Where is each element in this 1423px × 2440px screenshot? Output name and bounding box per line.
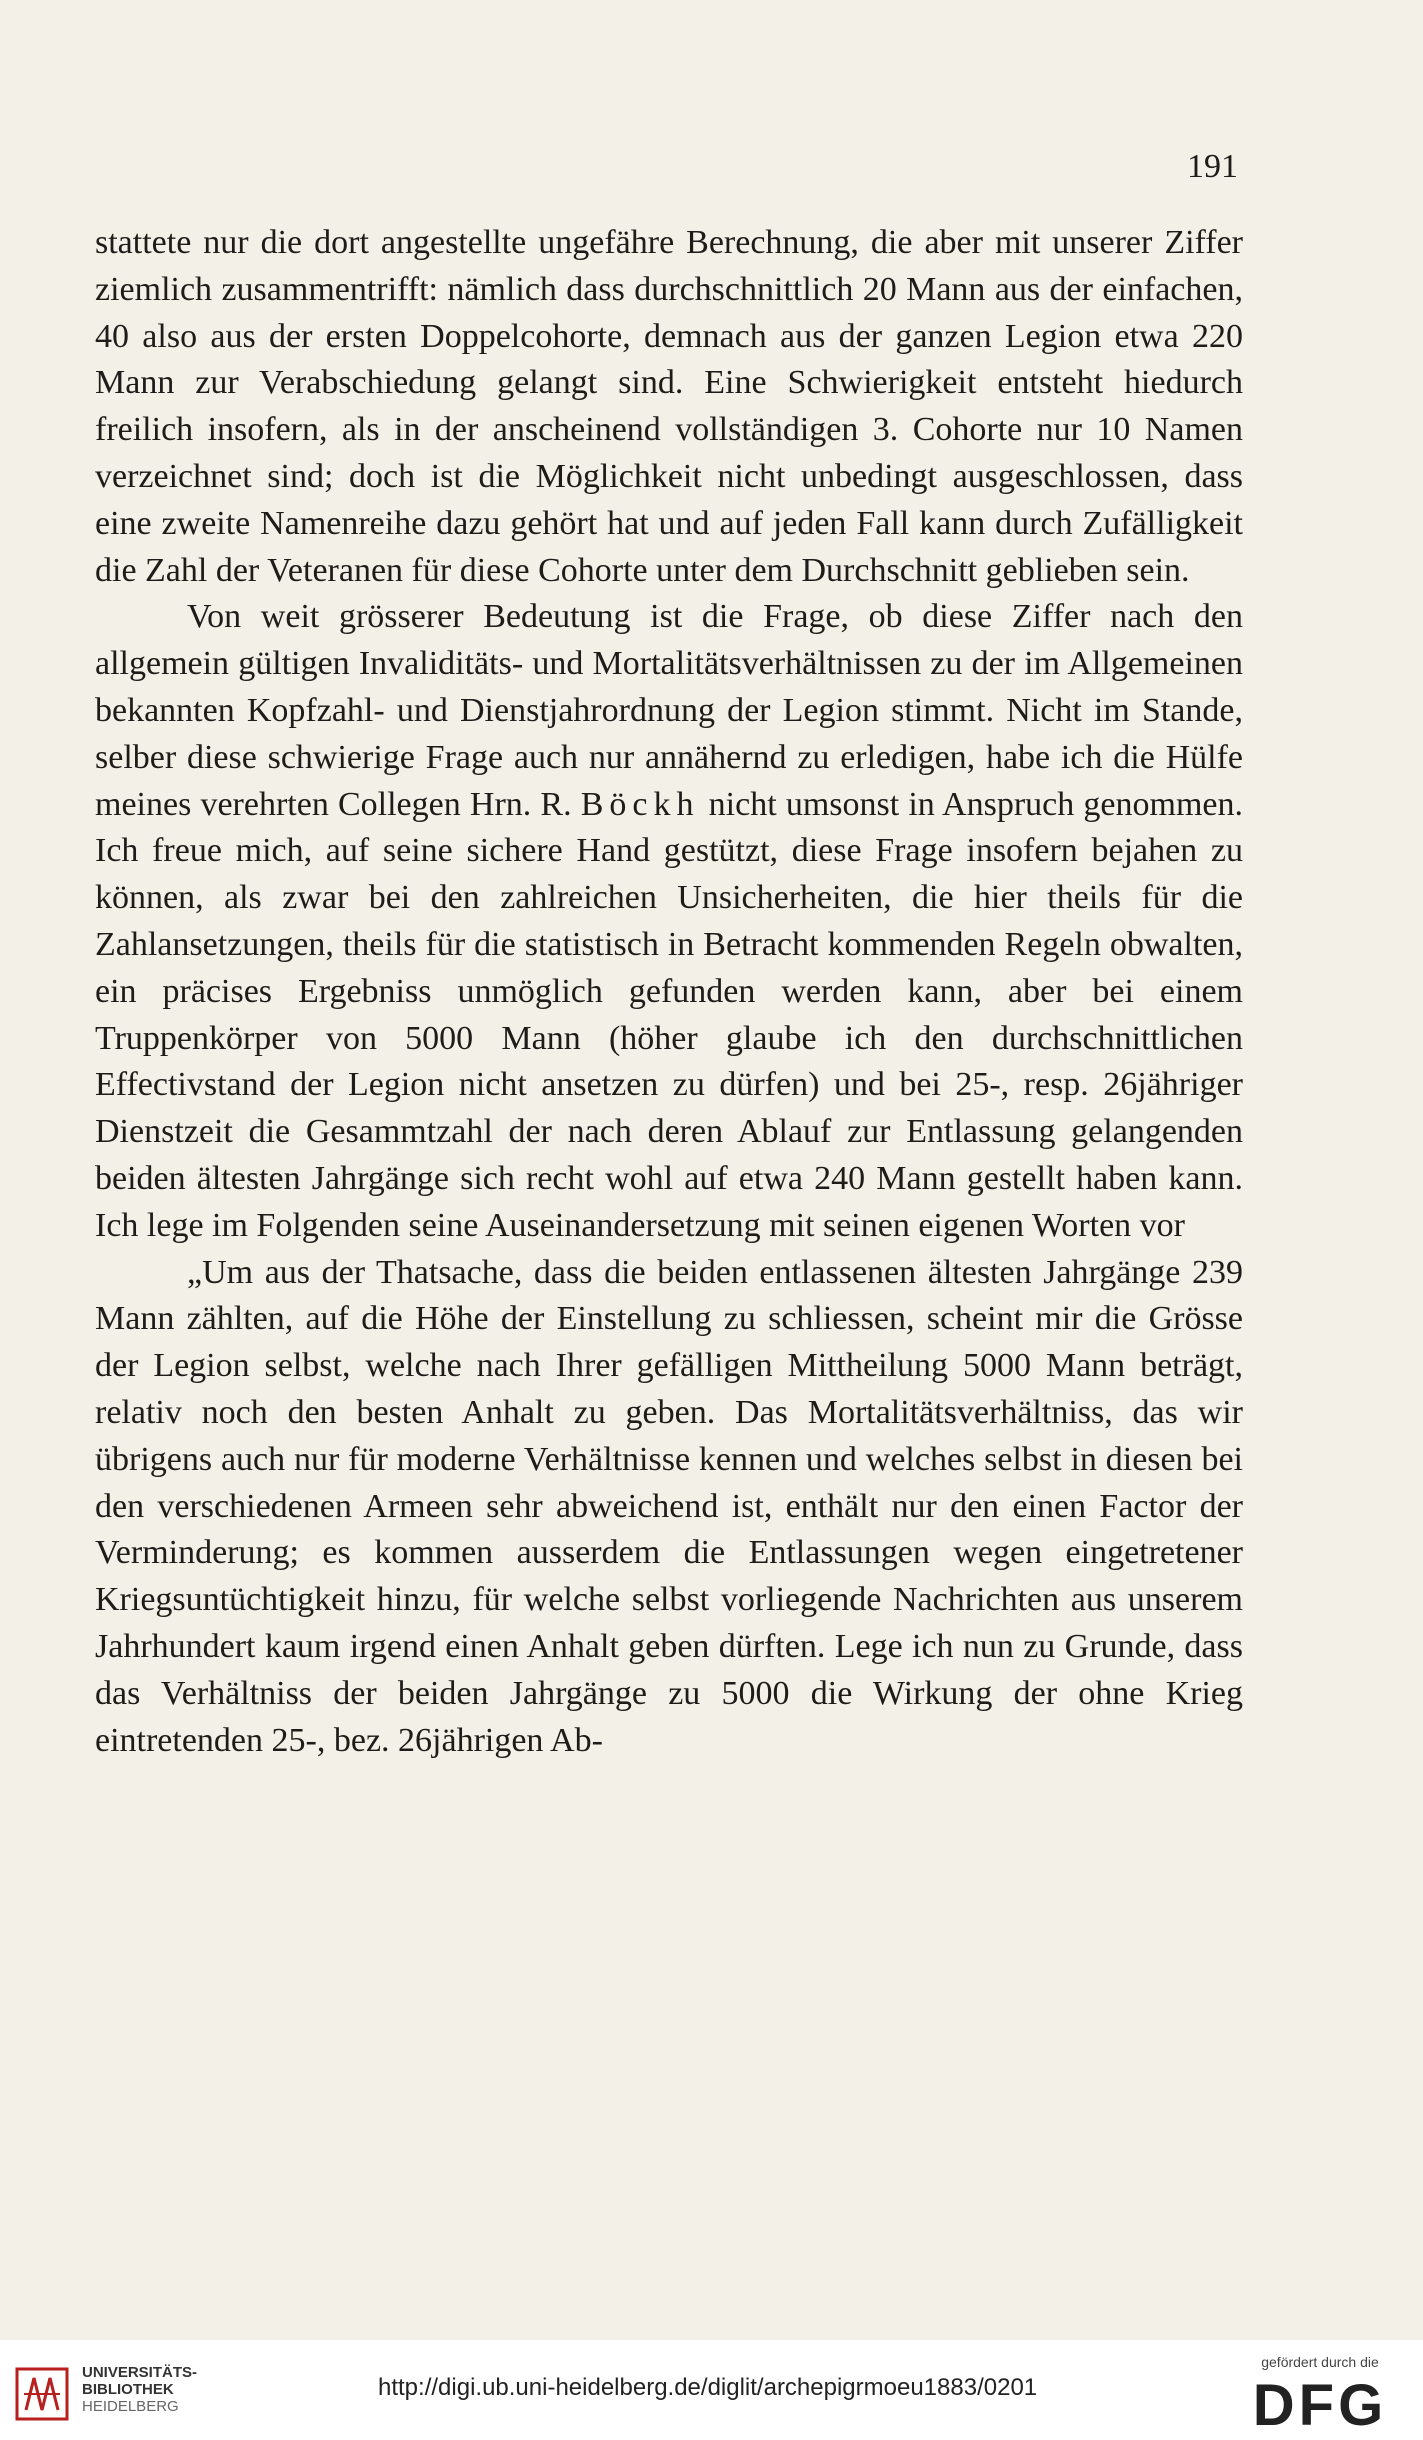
paragraph-2-part-2: nicht umsonst in Anspruch genommen. Ich freue mich, auf seine sichere Hand gestützt, diese Frage insofern bejahen zu können, als zwar bei den zahlreichen Unsicherheiten, die hier theils für die Zahlansetzungen, theils für die statistisch in Betracht kommenden Regeln obwalten, ein präcises Ergebniss unmöglich gefunden werden kann, aber bei einem Truppenkörper von 5000 Mann (höher glaube ich den durchschnittlichen Effectivstand der Legion nicht ansetzen zu dürfen) und bei 25-, resp. 26jähriger Dienstzeit die Gesammtzahl der nach deren Ablauf zur Entlassung gelangenden beiden ältesten Jahrgänge sich recht wohl auf etwa 240 Mann gestellt haben kann. Ich lege im Folgenden seine Auseinandersetzung mit seinen eigenen Worten vor: [95, 785, 1243, 1244]
paragraph-2: [95, 594, 1243, 1249]
funder-logo[interactable]: [1235, 2354, 1405, 2438]
author-name-spaced: Böckh: [580, 785, 700, 823]
library-emblem-icon: [14, 2366, 70, 2422]
page-number: 191: [1187, 148, 1238, 185]
funder-caption: gefördert durch die: [1261, 2354, 1379, 2370]
paragraph-2-part-1: Von weit grösserer Bedeutung ist die Frage, ob diese Ziffer nach den allgemein gültigen Invaliditäts- und Mortalitätsverhältnissen zu der im Allgemeinen bekannten Kopfzahl- und Dienstjahrordnung der Legion stimmt. Nicht im Stande, selber diese schwierige Frage auch nur annähernd zu erledigen, habe ich die Hülfe meines verehrten Collegen Hrn. R.: [95, 598, 1243, 823]
paragraph-3: „Um aus der Thatsache, dass die beiden entlassenen ältesten Jahrgänge 239 Mann zählten, auf die Höhe der Einstellung zu schliessen, scheint mir die Grösse der Legion selbst, welche nach Ihrer gefälligen Mittheilung 5000 Mann beträgt, relativ noch den besten Anhalt zu geben. Das Mortalitätsverhältniss, das wir übrigens auch nur für moderne Verhältnisse kennen und welches selbst in diesen bei den verschiedenen Armeen sehr abweichend ist, enthält nur den einen Factor der Verminderung; es kommen ausserdem die Entlassungen wegen eingetretener Kriegsuntüchtigkeit hinzu, für welche selbst vorliegende Nachrichten aus unserem Jahrhundert kaum irgend einen Anhalt geben dürften. Lege ich nun zu Grunde, dass das Verhältniss der beiden Jahrgänge zu 5000 die Wirkung der ohne Krieg eintretenden 25-, bez. 26jährigen Ab-: [95, 1253, 1243, 1759]
library-logo[interactable]: [14, 2360, 198, 2430]
library-name-line-3: HEIDELBERG: [82, 2398, 179, 2415]
body-text: [95, 220, 1243, 1764]
library-name-line-1: UNIVERSITÄTS-: [82, 2364, 198, 2381]
paragraph-1: stattete nur die dort angestellte ungefähre Berechnung, die aber mit unserer Ziffer ziemlich zusammentrifft: nämlich dass durchschnittlich 20 Mann aus der einfachen, 40 also aus der ersten Doppelcohorte, demnach aus der ganzen Legion etwa 220 Mann zur Verabschiedung gelangt sind. Eine Schwierigkeit entsteht hiedurch freilich insofern, als in der anscheinend vollständigen 3. Cohorte nur 10 Namen verzeichnet sind; doch ist die Möglichkeit nicht unbedingt ausgeschlossen, dass eine zweite Namenreihe dazu gehört hat und auf jeden Fall kann durch Zufälligkeit die Zahl der Veteranen für diese Cohorte unter dem Durchschnitt geblieben sein.: [95, 224, 1243, 589]
dfg-logo: DFG: [1252, 2373, 1388, 2438]
source-url-link[interactable]: http://digi.ub.uni-heidelberg.de/diglit/archepigrmoeu1883/0201: [378, 2374, 1038, 2401]
library-name: [82, 2364, 197, 2415]
footer-bar: [0, 2340, 1423, 2440]
library-name-line-2: BIBLIOTHEK: [82, 2381, 174, 2398]
